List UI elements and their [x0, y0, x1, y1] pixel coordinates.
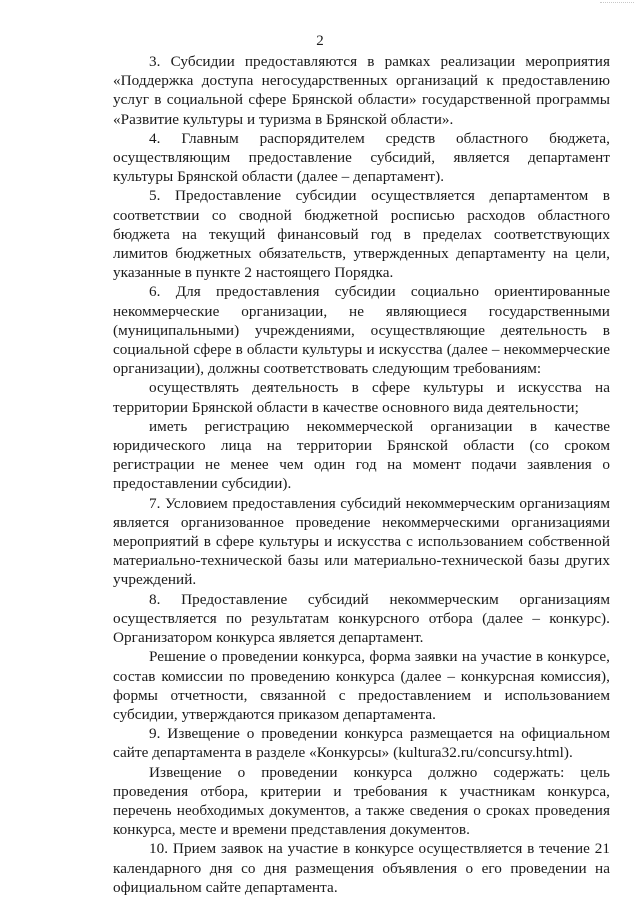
scan-artifact: [600, 2, 634, 4]
paragraph-7-condition: 7. Условием предоставления субсидий некоммерческим организациям является организованное проведение некоммерческими организациями мероприятий в сфере культуры и искусства с использованием собственной материально-технической базы или материально-технической базы других учреждений.: [113, 494, 610, 589]
requirement-registration: иметь регистрацию некоммерческой организации в качестве юридического лица на территории Брянской области (со сроком регистрации не менее чем один год на момент подачи заявления о предоставлении субсидии).: [113, 417, 610, 493]
paragraph-10-applications: 10. Прием заявок на участие в конкурсе осуществляется в течение 21 календарного дня со дня размещения объявления о его проведении на официальном сайте департамента.: [113, 840, 610, 896]
competition-decision: Решение о проведении конкурса, форма заявки на участие в конкурсе, состав комиссии по проведению конкурса (далее – конкурсная комиссия), формы отчетности, связанной с предоставлением и использованием субсидии, утверждаются приказом департамента.: [113, 648, 610, 723]
paragraph-3-subsidies-program: 3. Субсидии предоставляются в рамках реализации мероприятия «Поддержка доступа негосударственных организаций к предоставлению услуг в социальной сфере Брянской области» государственной программы «Развитие культуры и туризма в Брянской области».: [113, 53, 610, 128]
page-number: 2: [316, 33, 324, 49]
paragraph-5-subsidy-provision: 5. Предоставление субсидии осуществляется департаментом в соответствии со сводной бюджетной росписью расходов областного бюджета на текущий финансовый год в пределах соответствующих лимитов бюджетных обязательств, утвержденных департаменту на цели, указанные в пункте 2 настоящего Порядка.: [113, 187, 610, 282]
paragraph-4-budget-distributor: 4. Главным распорядителем средств областного бюджета, осуществляющим предоставление субсидий, является департамент культуры Брянской области (далее – департамент).: [113, 129, 610, 186]
document-body: [113, 52, 610, 897]
paragraph-6-requirements: 6. Для предоставления субсидии социально ориентированные некоммерческие организации, не являющиеся государственными (муниципальными) учреждениями, осуществляющие деятельность в социальной сфере в области культуры и искусства (далее – некоммерческие организации), должны соответствовать следующим требованиям:: [113, 283, 610, 378]
paragraph-8-competition: 8. Предоставление субсидий некоммерческим организациям осуществляется по результатам конкурсного отбора (далее – конкурс). Организатором конкурса является департамент.: [113, 590, 610, 647]
paragraph-9-notice: 9. Извещение о проведении конкурса размещается на официальном сайте департамента в разделе «Конкурсы» (kultura32.ru/concursy.html).: [113, 725, 610, 762]
notice-contents: Извещение о проведении конкурса должно содержать: цель проведения отбора, критерии и требования к участникам конкурса, перечень необходимых документов, а также сведения о сроках проведения конкурса, месте и времени представления документов.: [113, 763, 610, 839]
requirement-activity: осуществлять деятельность в сфере культуры и искусства на территории Брянской области в качестве основного вида деятельности;: [113, 379, 610, 416]
